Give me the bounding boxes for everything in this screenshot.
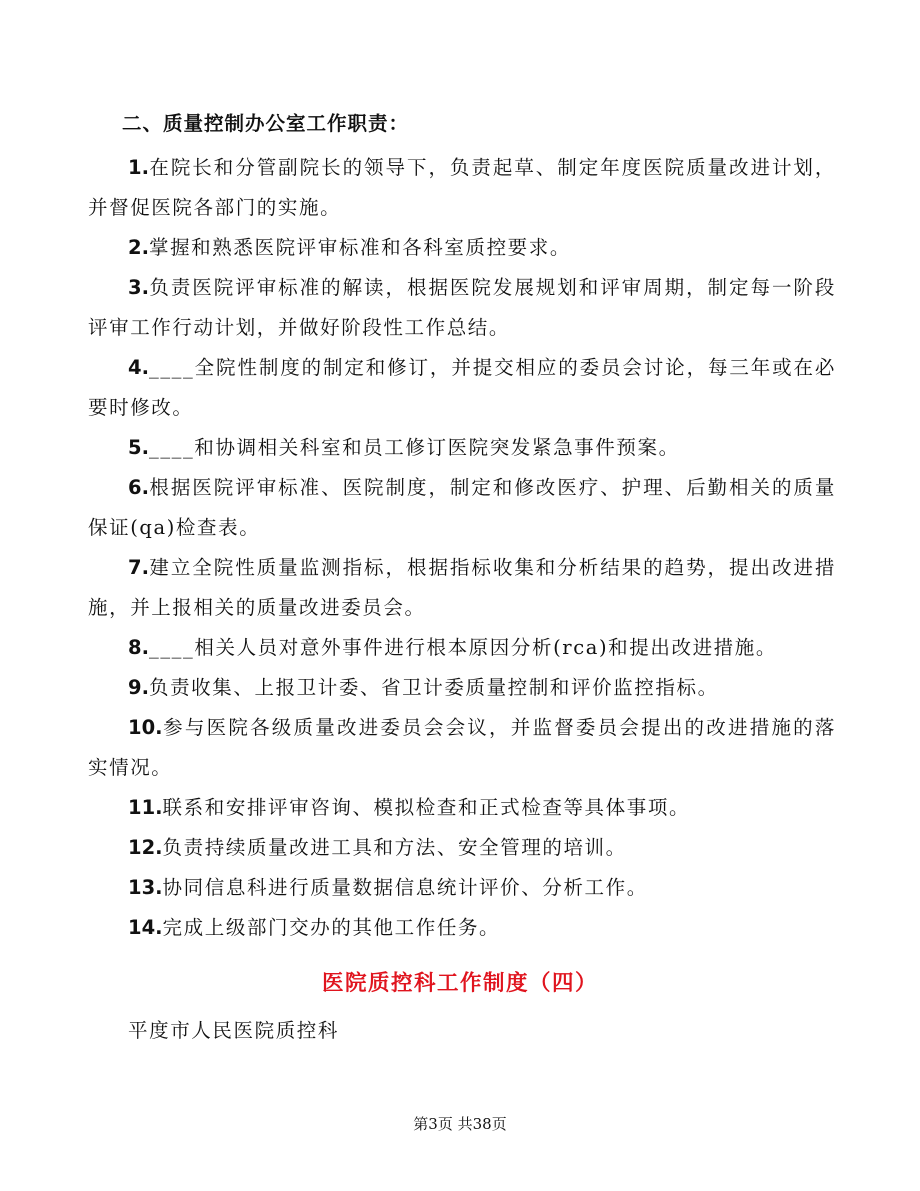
- list-item: [88, 708, 836, 788]
- list-item: [88, 148, 836, 228]
- list-item: [88, 868, 836, 908]
- list-item: [88, 628, 836, 668]
- item-number: 11.: [128, 796, 163, 819]
- list-item: [88, 668, 836, 708]
- item-text: ____全院性制度的制定和修订，并提交相应的委员会讨论，每三年或在必要时修改。: [88, 356, 836, 419]
- item-text: 参与医院各级质量改进委员会会议，并监督委员会提出的改进措施的落实情况。: [88, 716, 836, 779]
- list-item: [88, 908, 836, 948]
- page-footer: 第3页 共38页: [413, 1115, 507, 1133]
- item-text: 建立全院性质量监测指标，根据指标收集和分析结果的趋势，提出改进措施，并上报相关的质量改进委员会。: [88, 556, 836, 619]
- item-number: 7.: [128, 556, 149, 579]
- item-number: 1.: [128, 156, 149, 179]
- item-number: 5.: [128, 436, 149, 459]
- item-number: 8.: [128, 636, 149, 659]
- item-text: 根据医院评审标准、医院制度，制定和修改医疗、护理、后勤相关的质量保证(qa)检查表。: [88, 476, 836, 539]
- item-number: 9.: [128, 676, 149, 699]
- list-item: [88, 828, 836, 868]
- item-text: 掌握和熟悉医院评审标准和各科室质控要求。: [148, 236, 571, 259]
- item-text: 负责收集、上报卫计委、省卫计委质量控制和评价监控指标。: [148, 676, 719, 699]
- department-name: 平度市人民医院质控科: [128, 1019, 340, 1042]
- item-number: 4.: [128, 356, 149, 379]
- item-number: 10.: [128, 716, 163, 739]
- item-number: 14.: [128, 916, 163, 939]
- item-number: 3.: [128, 276, 149, 299]
- item-text: 负责持续质量改进工具和方法、安全管理的培训。: [162, 836, 627, 859]
- item-number: 12.: [128, 836, 163, 859]
- list-item: [88, 268, 836, 348]
- item-number: 6.: [128, 476, 149, 499]
- item-text: ____和协调相关科室和员工修订医院突发紧急事件预案。: [148, 436, 680, 459]
- section-heading: 二、质量控制办公室工作职责：: [122, 112, 410, 135]
- list-item: [88, 228, 836, 268]
- list-item: [88, 548, 836, 628]
- item-text: ____相关人员对意外事件进行根本原因分析(rca)和提出改进措施。: [148, 636, 777, 659]
- list-item: [88, 468, 836, 548]
- item-text: 负责医院评审标准的解读，根据医院发展规划和评审周期，制定每一阶段评审工作行动计划，并做好阶段性工作总结。: [88, 276, 836, 339]
- list-item: [88, 428, 836, 468]
- item-number: 2.: [128, 236, 149, 259]
- item-number: 13.: [128, 876, 163, 899]
- list-item: [88, 788, 836, 828]
- item-text: 协同信息科进行质量数据信息统计评价、分析工作。: [162, 876, 648, 899]
- item-text: 在院长和分管副院长的领导下，负责起草、制定年度医院质量改进计划，并督促医院各部门的实施。: [88, 156, 836, 219]
- item-text: 完成上级部门交办的其他工作任务。: [162, 916, 501, 939]
- list-item: [88, 348, 836, 428]
- item-text: 联系和安排评审咨询、模拟检查和正式检查等具体事项。: [162, 796, 691, 819]
- document-title: 医院质控科工作制度（四）: [321, 971, 598, 996]
- duty-list: [88, 148, 836, 948]
